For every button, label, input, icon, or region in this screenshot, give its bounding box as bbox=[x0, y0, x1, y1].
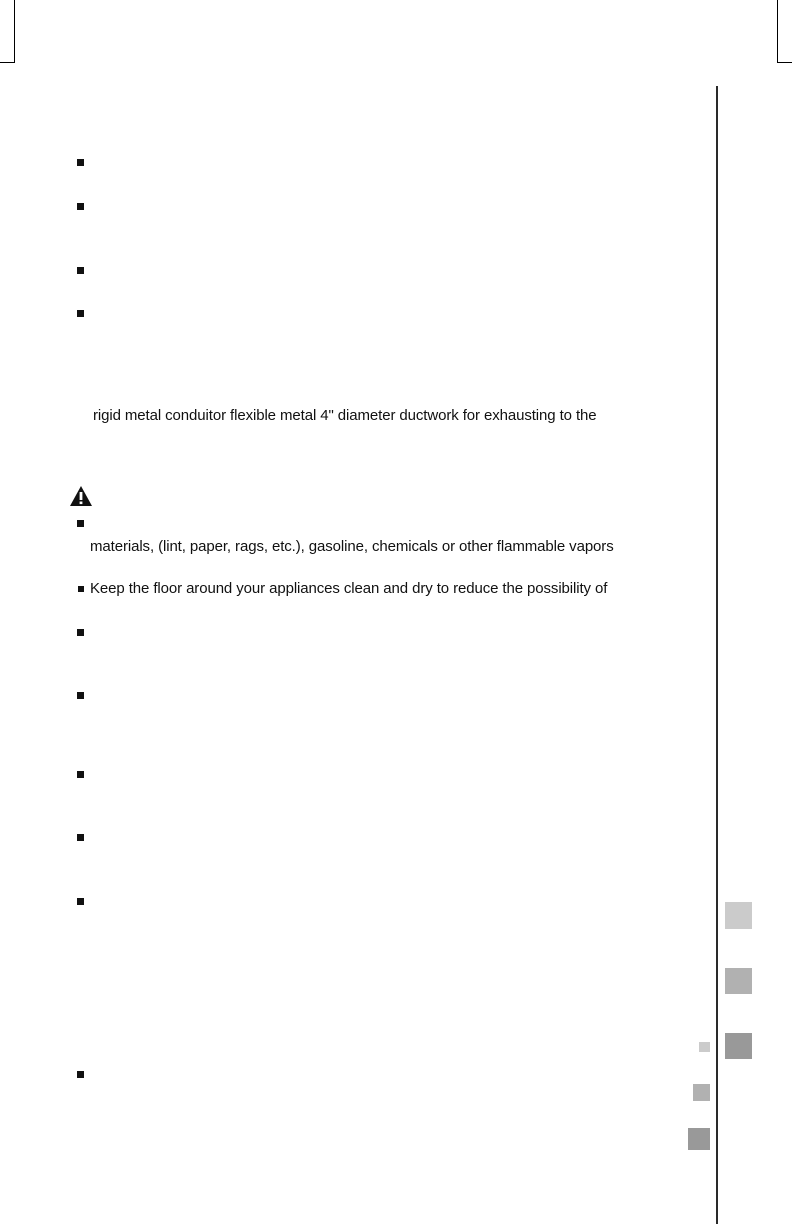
warning-triangle-icon bbox=[69, 485, 93, 507]
square-bullet-icon bbox=[77, 520, 84, 527]
color-swatch-dark bbox=[688, 1128, 710, 1150]
thumb-tab-light bbox=[725, 902, 752, 929]
square-bullet-icon bbox=[77, 771, 84, 778]
square-bullet-icon bbox=[78, 586, 84, 592]
thumb-tab-dark bbox=[725, 1033, 752, 1059]
ductwork-text: rigid metal conduitor flexible metal 4" diameter ductwork for exhausting to the bbox=[93, 407, 597, 424]
color-swatch-mid bbox=[693, 1084, 710, 1101]
floor-text: Keep the floor around your appliances clean and dry to reduce the possibility of bbox=[90, 580, 608, 597]
thumb-tab-mid bbox=[725, 968, 752, 994]
square-bullet-icon bbox=[77, 834, 84, 841]
square-bullet-icon bbox=[77, 692, 84, 699]
square-bullet-icon bbox=[77, 159, 84, 166]
square-bullet-icon bbox=[77, 629, 84, 636]
square-bullet-icon bbox=[77, 310, 84, 317]
square-bullet-icon bbox=[77, 898, 84, 905]
color-swatch-light bbox=[699, 1042, 710, 1052]
square-bullet-icon bbox=[77, 203, 84, 210]
square-bullet-icon bbox=[77, 1071, 84, 1078]
crop-mark-top-right bbox=[777, 0, 792, 63]
square-bullet-icon bbox=[77, 267, 84, 274]
margin-rule bbox=[716, 86, 718, 1224]
crop-mark-top-left bbox=[0, 0, 15, 63]
materials-text: materials, (lint, paper, rags, etc.), gasoline, chemicals or other flammable vapors bbox=[90, 538, 614, 555]
